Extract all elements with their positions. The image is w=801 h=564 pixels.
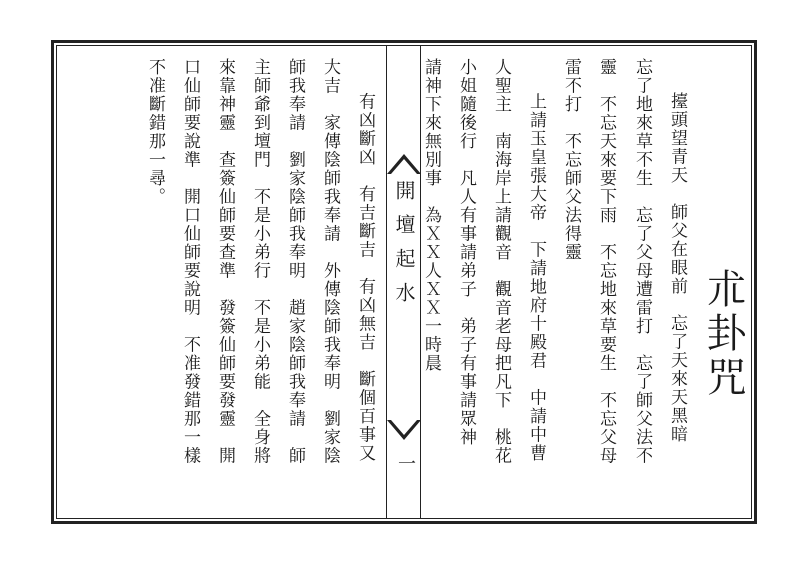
gutter-rule-right bbox=[420, 45, 421, 519]
text-column: 來靠神靈 查簽仙師要查準 發簽仙師要發靈 開 bbox=[215, 58, 235, 465]
page-number: 一 bbox=[395, 454, 416, 472]
text-column: 靈 不忘天來要下雨 不忘地來草要生 不忘父母 bbox=[596, 58, 616, 465]
page-title: 朮卦咒 bbox=[700, 268, 746, 400]
text-column: 擡頭望青天 師父在眼前 忘了天來天黑暗 bbox=[667, 92, 687, 444]
text-column: 大吉 家傳陰師我奉請 外傳陰師我奉明 劉家陰 bbox=[320, 58, 340, 465]
text-column: 口仙師要說準 開口仙師要說明 不准發錯那一樣 bbox=[180, 58, 200, 465]
text-column: 師我奉請 劉家陰師我奉明 趙家陰師我奉請 師 bbox=[285, 58, 305, 465]
text-column: 主師爺到壇門 不是小弟行 不是小弟能 全身將 bbox=[250, 58, 270, 465]
text-column: 請神下來無別事 為ＸＸ人ＸＸ一時晨 bbox=[421, 58, 441, 373]
text-column: 雷不打 不忘師父法得靈 bbox=[561, 58, 581, 262]
text-column: 不准斷錯那一尋。 bbox=[145, 58, 165, 206]
text-column: 小姐隨後行 凡人有事請弟子 弟子有事請眾神 bbox=[456, 58, 476, 447]
text-column: 有凶斷凶 有吉斷吉 有凶無吉 斷個百事又 bbox=[355, 74, 375, 463]
text-column: 上請玉皇張大帝 下請地府十殿君 中請中曹 bbox=[526, 74, 546, 463]
text-column: 忘了地來草不生 忘了父母遭雷打 忘了師父法不 bbox=[632, 58, 652, 465]
gutter-rule-left bbox=[386, 45, 387, 519]
gutter-chevron-bottom bbox=[387, 420, 421, 442]
text-column: 人聖主 南海岸上請觀音 觀音老母把凡下 桃花 bbox=[491, 58, 511, 465]
section-heading: 開壇起水 bbox=[392, 180, 416, 316]
gutter-chevron-top bbox=[387, 152, 421, 174]
